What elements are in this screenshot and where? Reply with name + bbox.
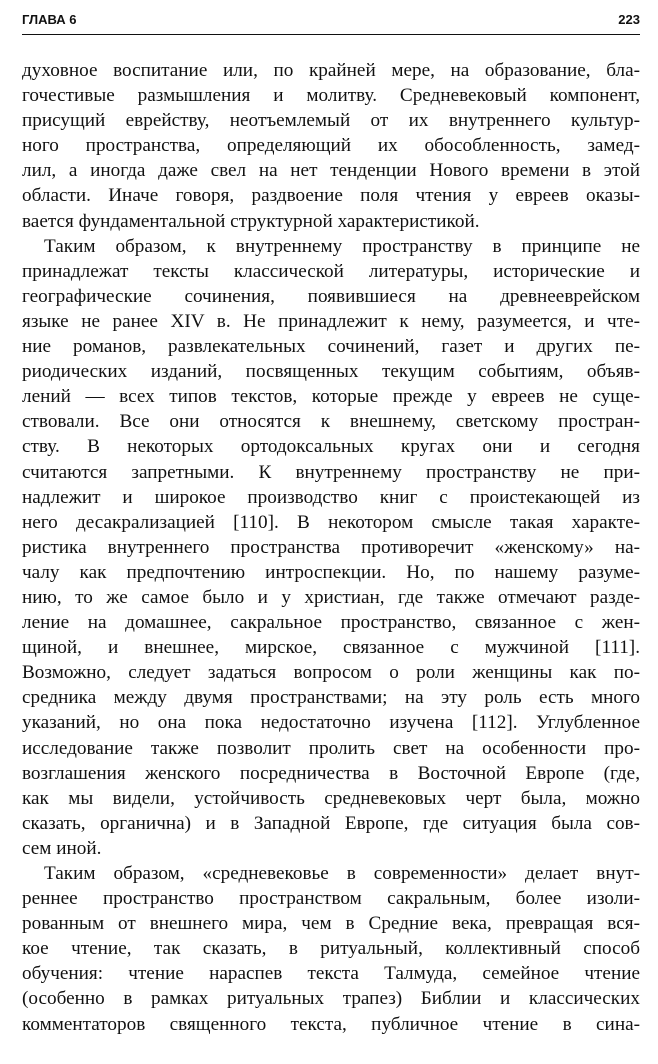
text-line: языке не ранее XIV в. Не принадлежит к нему, разумеется, и чте- xyxy=(22,310,640,332)
text-line: средника между двумя пространствами; на эту роль есть много xyxy=(22,687,640,709)
text-line: (особенно в рамках ритуальных трапез) Библии и классических xyxy=(22,988,640,1010)
text-line: комментаторов священного текста, публичное чтение в сина- xyxy=(22,1013,640,1035)
text-line: Возможно, следует задаться вопросом о роли женщины как по- xyxy=(22,662,640,684)
text-line: кое чтение, так сказать, в ритуальный, коллективный способ xyxy=(22,938,640,960)
text-line: духовное воспитание или, по крайней мере, на образование, бла- xyxy=(22,60,640,81)
text-line: географические сочинения, появившиеся на древнееврейском xyxy=(22,285,640,307)
text-line: ствовали. Все они относятся к внешнему, светскому простран- xyxy=(22,411,640,433)
text-line: возглашения женского посредничества в Восточной Европе (где, xyxy=(22,762,640,784)
running-head xyxy=(22,10,640,30)
text-line: присущий еврейству, неотъемлемый от их внутреннего культур- xyxy=(22,110,640,132)
text-line: вается фундаментальной структурной характеристикой. xyxy=(22,210,480,232)
paragraph xyxy=(22,861,640,1037)
text-line: как мы видели, устойчивость средневековых черт была, можно xyxy=(22,787,640,809)
text-line: Таким образом, «средневековье в современности» делает внут- xyxy=(44,863,640,884)
text-line: ристика внутреннего пространства противоречит «женскому» на- xyxy=(22,536,640,558)
text-line: исследование также позволит пролить свет на особенности про- xyxy=(22,737,640,759)
body-text xyxy=(22,58,640,1037)
text-line: лил, а иногда даже свел на нет тенденции Нового времени в этой xyxy=(22,160,640,182)
paragraph xyxy=(22,234,640,861)
text-line: ние романов, развлекательных сочинений, газет и других пе- xyxy=(22,336,640,358)
text-line: ление на домашнее, сакральное пространство, связанное с жен- xyxy=(22,612,640,634)
text-line: Таким образом, к внутреннему пространству в принципе не xyxy=(44,235,640,257)
text-line: риодических изданий, посвященных текущим событиям, объяв- xyxy=(22,361,640,383)
text-line: указаний, но она пока недостаточно изучена [112]. Углубленное xyxy=(22,712,640,734)
text-line: щиной, и внешнее, мирское, связанное с мужчиной [111]. xyxy=(22,637,640,659)
text-line: гочестивые размышления и молитву. Средневековый компонент, xyxy=(22,85,640,107)
text-line: сказать, органична) и в Западной Европе, где ситуация была сов- xyxy=(22,812,640,834)
text-line: реннее пространство пространством сакральным, более изоли- xyxy=(22,888,640,910)
text-line: лений — всех типов текстов, которые прежде у евреев не суще- xyxy=(22,386,640,408)
paragraph xyxy=(22,58,640,234)
text-line: ного пространства, определяющий их обособленность, замед- xyxy=(22,135,640,157)
text-line: него десакрализацией [110]. В некотором смысле такая характе- xyxy=(22,511,640,533)
text-line: нию, то же самое было и у христиан, где также отмечают разде- xyxy=(22,586,640,608)
chapter-label: ГЛАВА 6 xyxy=(22,12,77,27)
text-line: сем иной. xyxy=(22,837,102,859)
text-line: принадлежат тексты классической литературы, исторические и xyxy=(22,260,640,282)
page-number: 223 xyxy=(618,12,640,27)
text-line: чалу как предпочтению интроспекции. Но, по нашему разуме- xyxy=(22,561,640,583)
header-rule xyxy=(22,34,640,35)
text-line: надлежит и широкое производство книг с проистекающей из xyxy=(22,486,640,508)
text-line: считаются запретными. К внутреннему пространству не при- xyxy=(22,461,640,483)
text-line: области. Иначе говоря, раздвоение поля чтения у евреев оказы- xyxy=(22,185,640,207)
text-line: обучения: чтение нараспев текста Талмуда, семейное чтение xyxy=(22,963,640,985)
text-line: ству. В некоторых ортодоксальных кругах они и сегодня xyxy=(22,436,640,458)
text-line: рованным от внешнего мира, чем в Средние века, превращая вся- xyxy=(22,913,640,935)
